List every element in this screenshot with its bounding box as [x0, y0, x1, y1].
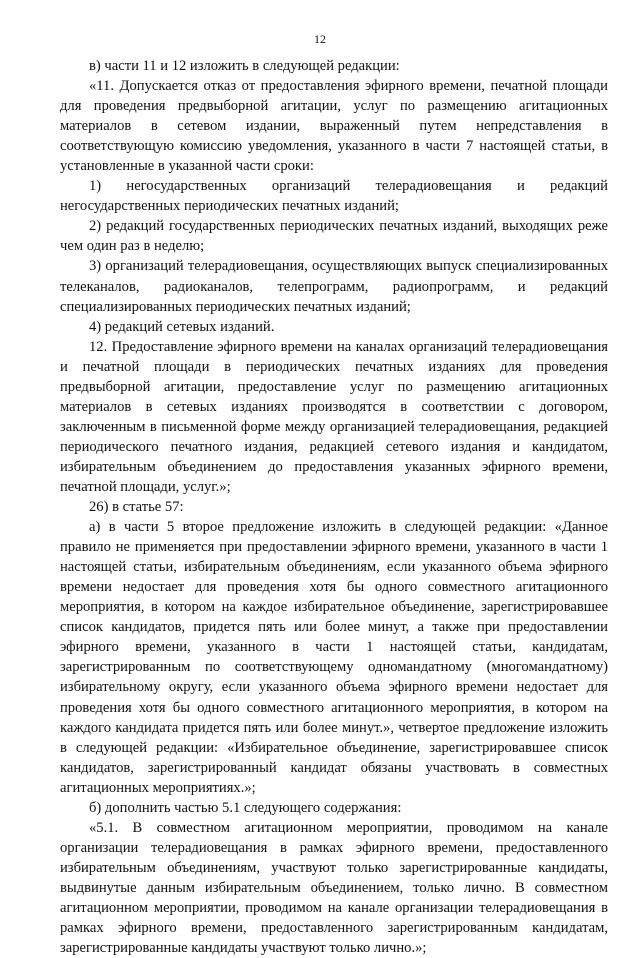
paragraph-sub-a: а) в части 5 второе предложение изложить в следующей редакции: «Данное правило не применяется при предоставлении эфирного времени, указанного в части 1 настоящей статьи, избирательным объединениям, если указанного объема эфирного времени недостает для проведения хотя бы одного совместного агитационного мероприятия, в котором на каждое избирательное объединение, зарегистрировавшее список кандидатов, придется пять или более минут, а также при предоставлении эфирного времени, указанного в части 1 настоящей статьи, кандидатам, зарегистрированным по соответствующему одномандатному (многомандатному) избирательному округу, если указанного объема эфирного времени недостает для проведения хотя бы одного совместного агитационного мероприятия, в котором на каждого кандидата придется пять или более минут.», четвертое предложение изложить в следующей редакции: «Избирательное объединение, зарегистрировавшее список кандидатов, зарегистрированный кандидат обязаны участвовать в совместных агитационных мероприятиях.»;: [60, 519, 608, 796]
paragraph-amendment-v: в) части 11 и 12 изложить в следующей редакции:: [89, 58, 400, 74]
page-number: 12: [314, 32, 326, 46]
paragraph-item-2: 2) редакций государственных периодических печатных изданий, выходящих реже чем один раз в неделю;: [60, 218, 608, 255]
paragraph-sub-b: б) дополнить частью 5.1 следующего содержания:: [89, 799, 402, 816]
paragraph-item-1: 1) негосударственных организаций телерадиовещания и редакций негосударственных периодических печатных изданий;: [60, 178, 608, 215]
document-body: [60, 56, 608, 958]
paragraph-part-11: «11. Допускается отказ от предоставления эфирного времени, печатной площади для проведения предвыборной агитации, услуг по размещению агитационных материалов в сетевом издании, выраженный путем непредставления в соответствующую комиссию уведомления, указанного в части 7 настоящей статьи, в установленные в указанной части сроки:: [60, 78, 608, 175]
paragraph-item-4: 4) редакций сетевых изданий.: [89, 318, 275, 335]
paragraph-part-5-1: «5.1. В совместном агитационном мероприятии, проводимом на канале организации телерадиовещания в рамках эфирного времени, предоставленного избирательным объединениям, участвуют только зарегистрированные кандидаты, выдвинутые данным избирательным объединением, только лично. В совместном агитационном мероприятии, проводимом на канале организации телерадиовещания в рамках эфирного времени, предоставленного зарегистрированным кандидатам, зарегистрированные кандидаты участвуют только лично.»;: [60, 819, 608, 957]
paragraph-item-3: 3) организаций телерадиовещания, осуществляющих выпуск специализированных телеканалов, радиоканалов, телепрограмм, радиопрограмм, и редакций специализированных периодических печатных изданий;: [60, 258, 608, 315]
paragraph-amendment-26: 26) в статье 57:: [89, 499, 184, 516]
paragraph-part-12: 12. Предоставление эфирного времени на каналах организаций телерадиовещания и печатной площади в периодических печатных изданиях для проведения предвыборной агитации, предоставление услуг по размещению агитационных материалов в сетевых изданиях производятся в соответствии с договором, заключенным в письменной форме между организацией телерадиовещания, редакцией периодического печатного издания, редакцией сетевого издания и кандидатом, избирательным объединением до предоставления указанных эфирного времени, печатной площади, услуг.»;: [60, 338, 608, 495]
